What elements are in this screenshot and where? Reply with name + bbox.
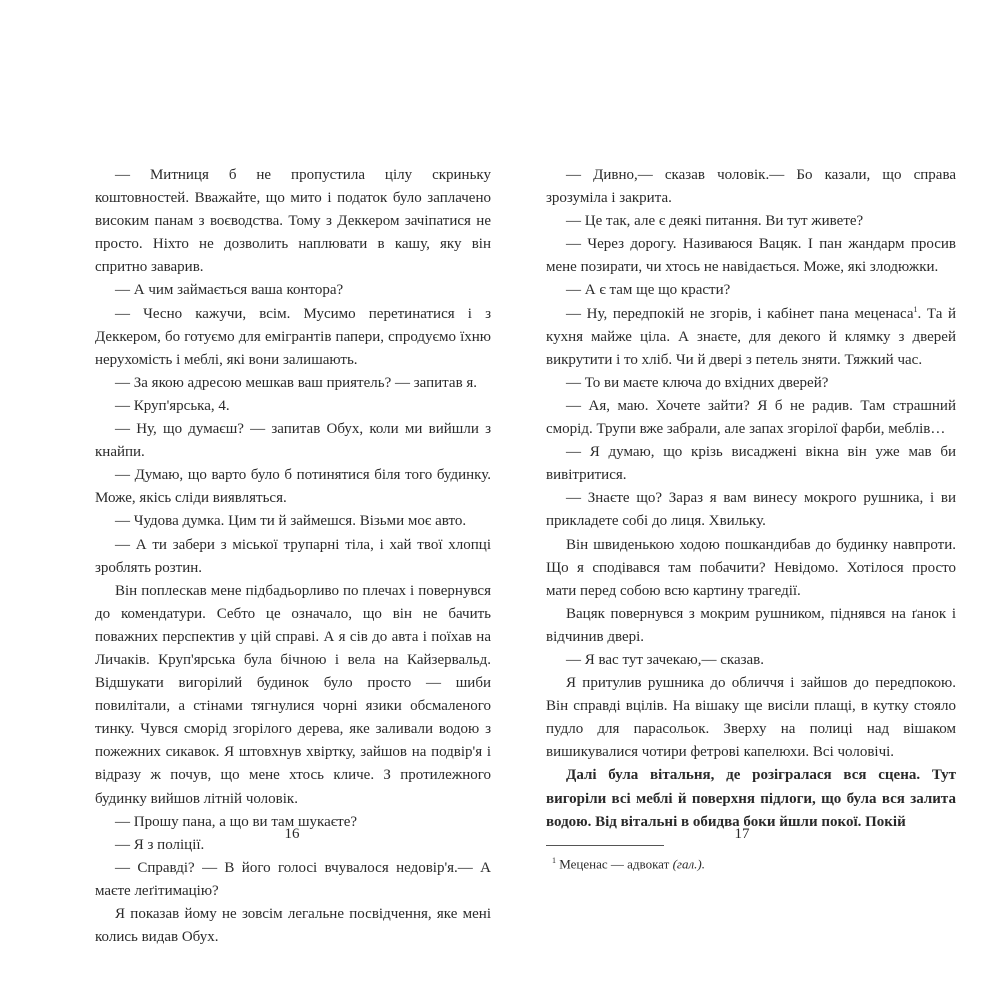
bold-paragraph: Далі була вітальня, де розігралася вся сцена. Тут вигоріли всі меблі й поверхня підлоги, що була вся залита водою. Від вітальні в обидва боки йшли покої. Покій xyxy=(546,767,956,830)
paragraph: — А є там ще що красти? xyxy=(566,282,731,299)
paragraph: — Справді? — В його голосі вчувалося недовір'я.— А маєте леґітимацію? xyxy=(95,859,491,899)
paragraph: Я притулив рушника до обличчя і зайшов до передпокою. Він справді вцілів. На вішаку ще висіли плащі, в кутку стояло пудло для парасольок. Зверху на полиці над вішаком вишикувалися чотири фетрові капелюхи. Всі чоловічі. xyxy=(546,675,956,761)
paragraph: — Чудова думка. Цим ти й займешся. Візьми моє авто. xyxy=(115,513,467,530)
paragraph: — За якою адресою мешкав ваш приятель? — запитав я. xyxy=(115,374,478,391)
footnote xyxy=(546,852,956,873)
paragraph: — Думаю, що варто було б потинятися біля того будинку. Може, якісь сліди виявляться. xyxy=(95,467,491,507)
footnote-marker: 1 xyxy=(552,855,556,865)
page-number-left: 16 xyxy=(284,826,300,842)
paragraph: — А чим займається ваша контора? xyxy=(115,282,344,299)
footnote-note: (гал.). xyxy=(672,856,705,872)
paragraph: — Чесно кажучи, всім. Мусимо перетинатися і з Деккером, бо готуємо для емігрантів папери, спродуємо їхню нерухомість і меблі, які вони залишають. xyxy=(95,305,491,368)
paragraph: — Я думаю, що крізь висаджені вікна він уже мав би вивітритися. xyxy=(546,444,956,484)
paragraph: Він поплескав мене підбадьорливо по плечах і повернувся до комендатури. Себто це означало, що він не бачить поважних перспектив у цій справі. А я сів до авта і поїхав на Личаків. Круп'ярська була бічною і вела на Кайзервальд. Відшукати вигорілий будинок було просто — шиби повилітали, а стінами тягнулися чорні язики обсмаленого тинку. Чувся сморід згорілого дерева, яке заливали водою з пожежних сикавок. Я штовхнув хвіртку, зайшов на подвір'я і відразу ж почув, що мене хтось кличе. З протилежного будинку вийшов літній чоловік. xyxy=(95,582,491,807)
paragraph: — Я вас тут зачекаю,— сказав. xyxy=(566,651,765,668)
footnote-ref: 1 xyxy=(913,304,918,314)
paragraph-text: . Та й кухня майже ціла. А знаєте, для декого й клямку з дверей викрутити і то хліб. Чи й двері з петель зняти. Тяжкий час. xyxy=(546,305,956,368)
paragraph: — Круп'ярська, 4. xyxy=(115,397,230,414)
paragraph: Я показав йому не зовсім легальне посвідчення, яке мені колись видав Обух. xyxy=(95,906,491,946)
paragraph: — Знаєте що? Зараз я вам винесу мокрого рушника, і ви прикладете собі до лиця. Хвильку. xyxy=(546,490,956,530)
paragraph: — Це так, але є деякі питання. Ви тут живете? xyxy=(566,213,864,230)
paragraph: — Дивно,— сказав чоловік.— Бо казали, що справа зрозуміла і закрита. xyxy=(546,167,956,207)
paragraph: — Ну, що думаєш? — запитав Обух, коли ми вийшли з кнайпи. xyxy=(95,421,491,461)
paragraph-with-footnote-ref xyxy=(546,303,956,372)
paragraph: Вацяк повернувся з мокрим рушником, піднявся на ґанок і відчинив двері. xyxy=(546,605,956,645)
paragraph: — То ви маєте ключа до вхідних дверей? xyxy=(566,374,829,391)
page-number-right: 17 xyxy=(734,826,750,842)
paragraph: — Митниця б не пропустила цілу скриньку коштовностей. Вважайте, що мито і податок було заплачено високим панам з воєводства. Тому з Деккером зачіпатися не просто. Ніхто не дозволить наплювати в кашу, яку він спритно заварив. xyxy=(95,167,491,276)
footnote-divider xyxy=(546,845,664,846)
paragraph-text: — Ну, передпокій не згорів, і кабінет пана меценаса xyxy=(566,305,914,322)
paragraph: — Через дорогу. Називаюся Вацяк. І пан жандарм просив мене позирати, чи хтось не навідається. Може, які злодюжки. xyxy=(546,236,956,276)
paragraph: — Я з поліції. xyxy=(115,836,205,853)
paragraph: — Прошу пана, а що ви там шукаєте? xyxy=(115,813,358,830)
right-page xyxy=(546,164,956,873)
footnote-term: Меценас — адвокат xyxy=(559,856,670,872)
paragraph: — А ти забери з міської трупарні тіла, і хай твої хлопці зроблять розтин. xyxy=(95,536,491,576)
paragraph: — Ая, маю. Хочете зайти? Я б не радив. Там страшний сморід. Трупи вже забрали, але запах згорілої фарби, меблів… xyxy=(546,397,956,438)
paragraph: Він швиденькою ходою пошкандибав до будинку навпроти. Що я сподівався там побачити? Невідомо. Хотілося просто мати перед собою всю картину трагедії. xyxy=(546,536,956,599)
